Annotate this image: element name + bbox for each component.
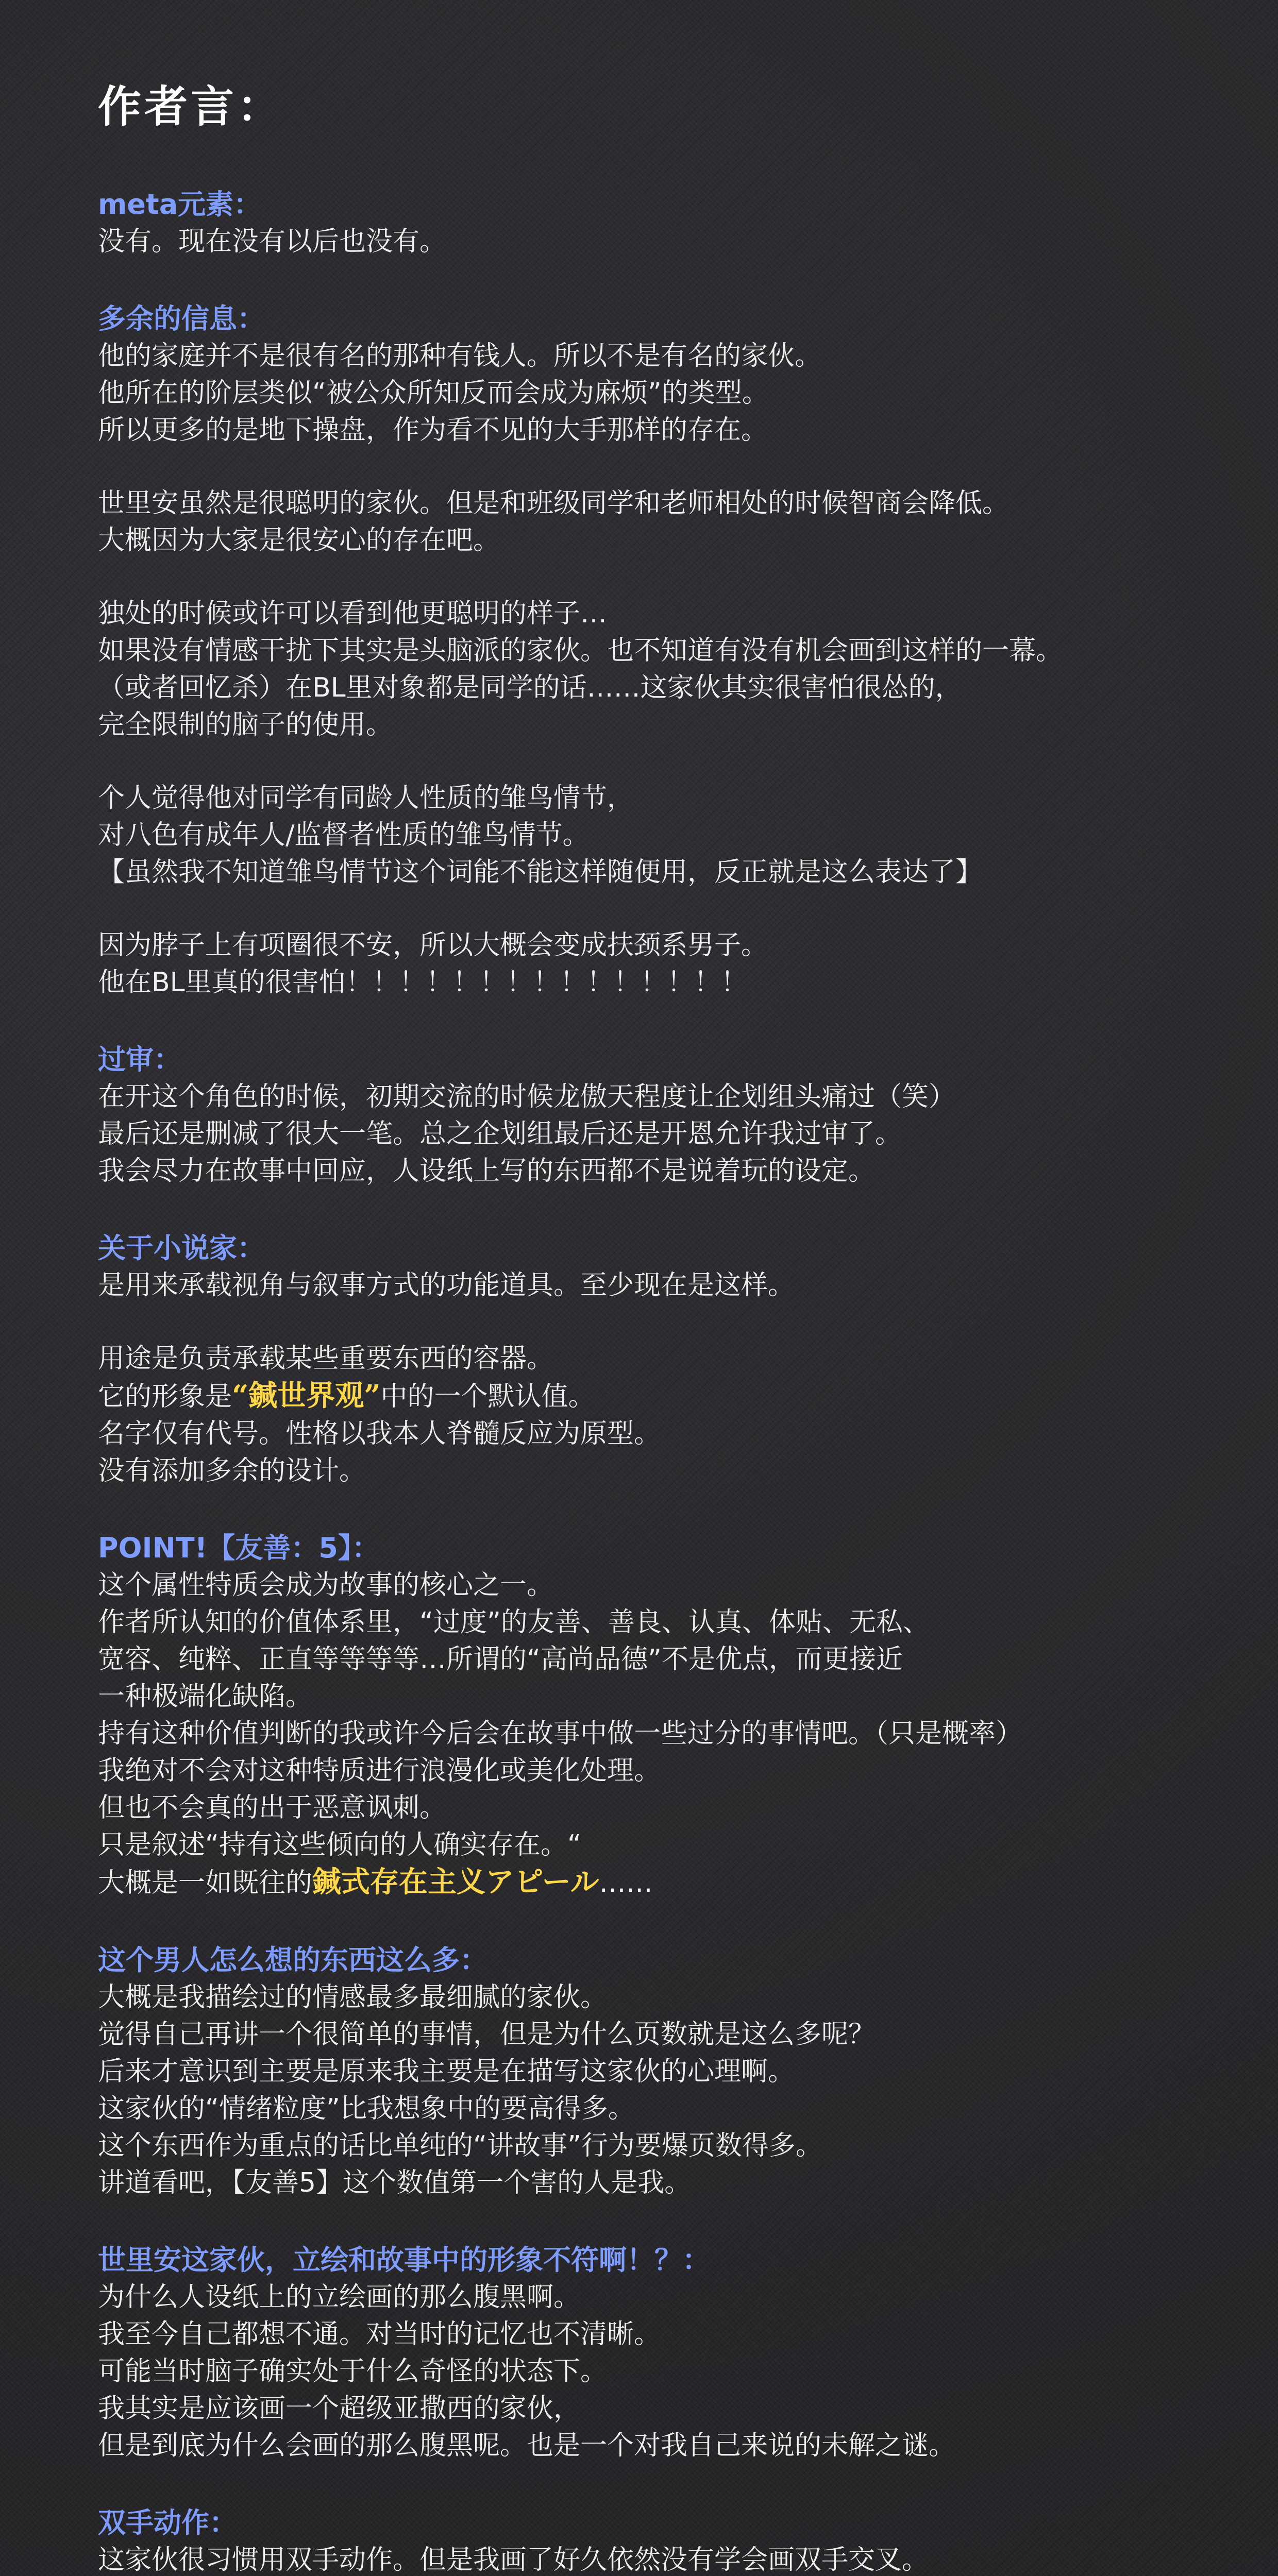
text-line: （或者回忆杀）在BL里对象都是同学的话……这家伙其实很害怕很怂的，	[98, 672, 962, 703]
section	[98, 1530, 1185, 1902]
text-line: 最后还是删减了很大一笔。总之企划组最后还是开恩允许我过审了。	[98, 1118, 902, 1149]
text-line: 我会尽力在故事中回应，人设纸上写的东西都不是说着玩的设定。	[98, 1156, 876, 1187]
sections-container	[98, 186, 1185, 2576]
section-heading: 关于小说家：	[98, 1232, 265, 1264]
paragraph	[98, 927, 1185, 1001]
text-line: 我其实是应该画一个超级亚撒西的家伙，	[98, 2393, 581, 2424]
text-line: 它的形象是“鍼世界观”中的一个默认值。	[98, 1379, 595, 1413]
text-line: 但是到底为什么会画的那么腹黑呢。也是一个对我自己来说的未解之谜。	[98, 2430, 956, 2461]
text-line: 这家伙很习惯用双手动作。但是我画了好久依然没有学会画双手交叉。	[98, 2545, 929, 2575]
paragraph	[98, 1267, 1185, 1304]
text-line: 他在BL里真的很害怕！！！！！！！！！！！！！！！	[98, 967, 748, 998]
text-line: 觉得自己再讲一个很简单的事情，但是为什么页数就是这么多呢？	[98, 2019, 876, 2050]
paragraph	[98, 779, 1185, 891]
section	[98, 300, 1185, 1001]
section-heading: POINT!【友善：5】：	[98, 1532, 380, 1564]
text-line: 对八色有成年人/监督者性质的雏鸟情节。	[98, 820, 590, 851]
text-line: 用途是负责承载某些重要东西的容器。	[98, 1343, 554, 1374]
text-line: 因为脖子上有项圈很不安，所以大概会变成扶颈系男子。	[98, 930, 768, 961]
text-line: 但也不会真的出于恶意讽刺。	[98, 1792, 447, 1823]
text-line: 【虽然我不知道雏鸟情节这个词能不能这样随便用，反正就是这么表达了】	[98, 857, 983, 888]
text-line: 在开这个角色的时候，初期交流的时候龙傲天程度让企划组头痛过（笑）	[98, 1081, 956, 1112]
section-heading: 过审：	[98, 1043, 181, 1076]
text-line: 后来才意识到主要是原来我主要是在描写这家伙的心理啊。	[98, 2056, 795, 2087]
text-line: 持有这种价值判断的我或许今后会在故事中做一些过分的事情吧。（只是概率）	[98, 1718, 1023, 1749]
section-heading: 多余的信息：	[98, 302, 265, 335]
text-line: 世里安虽然是很聪明的家伙。但是和班级同学和老师相处的时候智商会降低。	[98, 488, 1010, 519]
text-line: 没有。现在没有以后也没有。	[98, 226, 447, 257]
paragraph	[98, 1340, 1185, 1489]
text-line: 他的家庭并不是很有名的那种有钱人。所以不是有名的家伙。	[98, 341, 822, 371]
text-line: 大概是我描绘过的情感最多最细腻的家伙。	[98, 1982, 608, 2013]
section	[98, 186, 1185, 260]
text-line: 完全限制的脑子的使用。	[98, 709, 393, 740]
page-title: 作者言：	[98, 81, 284, 132]
section	[98, 2242, 1185, 2464]
text-line: 大概因为大家是很安心的存在吧。	[98, 525, 500, 556]
text-line: 宽容、纯粹、正直等等等等…所谓的“高尚品德”不是优点，而更接近	[98, 1644, 903, 1675]
paragraph	[98, 1979, 1185, 2201]
text-line: 一种极端化缺陷。	[98, 1681, 313, 1712]
paragraph	[98, 2279, 1185, 2464]
paragraph	[98, 223, 1185, 260]
text-line: 个人觉得他对同学有同龄人性质的雏鸟情节，	[98, 783, 634, 814]
section	[98, 1230, 1185, 1489]
text-line: 他所在的阶层类似“被公众所知反而会成为麻烦”的类型。	[98, 378, 769, 409]
text-line: 只是叙述“持有这些倾向的人确实存在。“	[98, 1829, 581, 1860]
text-line: 这家伙的“情绪粒度”比我想象中的要高得多。	[98, 2093, 635, 2124]
section	[98, 1942, 1185, 2201]
highlight-text: 鍼式存在主义アピール	[312, 1865, 599, 1899]
text-line: 这个属性特质会成为故事的核心之一。	[98, 1570, 554, 1601]
text-line: 可能当时脑子确实处于什么奇怪的状态下。	[98, 2356, 608, 2387]
section-heading: 双手动作：	[98, 2506, 237, 2539]
text-line: 我至今自己都想不通。对当时的记忆也不清晰。	[98, 2319, 661, 2350]
section-heading: 世里安这家伙，立绘和故事中的形象不符啊！？：	[98, 2244, 710, 2276]
text-line: 独处的时候或许可以看到他更聪明的样子…	[98, 598, 608, 629]
text-line: 名字仅有代号。性格以我本人脊髓反应为原型。	[98, 1418, 661, 1449]
text-line: 是用来承载视角与叙事方式的功能道具。至少现在是这样。	[98, 1270, 795, 1301]
paragraph	[98, 485, 1185, 559]
section-heading: meta元素：	[98, 188, 262, 221]
text-line: 这个东西作为重点的话比单纯的“讲故事”行为要爆页数得多。	[98, 2130, 822, 2161]
text-line: 作者所认知的价值体系里，“过度”的友善、善良、认真、体贴、无私、	[98, 1607, 930, 1638]
paragraph	[98, 1567, 1185, 1902]
section	[98, 2504, 1185, 2576]
paragraph	[98, 2541, 1185, 2576]
section	[98, 1041, 1185, 1190]
text-line: 没有添加多余的设计。	[98, 1455, 366, 1486]
highlight-text: “鍼世界观”	[232, 1379, 381, 1413]
text-line: 讲道看吧，【友善5】这个数值第一个害的人是我。	[98, 2167, 692, 2198]
text-line: 如果没有情感干扰下其实是头脑派的家伙。也不知道有没有机会画到这样的一幕。	[98, 635, 1063, 666]
text-line: 所以更多的是地下操盘，作为看不见的大手那样的存在。	[98, 415, 768, 446]
paragraph	[98, 595, 1185, 743]
section-heading: 这个男人怎么想的东西这么多：	[98, 1944, 487, 1976]
text-line: 大概是一如既往的鍼式存在主义アピール……	[98, 1865, 653, 1899]
text-line: 为什么人设纸上的立绘画的那么腹黑啊。	[98, 2282, 581, 2313]
text-line: 我绝对不会对这种特质进行浪漫化或美化处理。	[98, 1755, 661, 1786]
paragraph	[98, 1078, 1185, 1190]
paragraph	[98, 337, 1185, 449]
